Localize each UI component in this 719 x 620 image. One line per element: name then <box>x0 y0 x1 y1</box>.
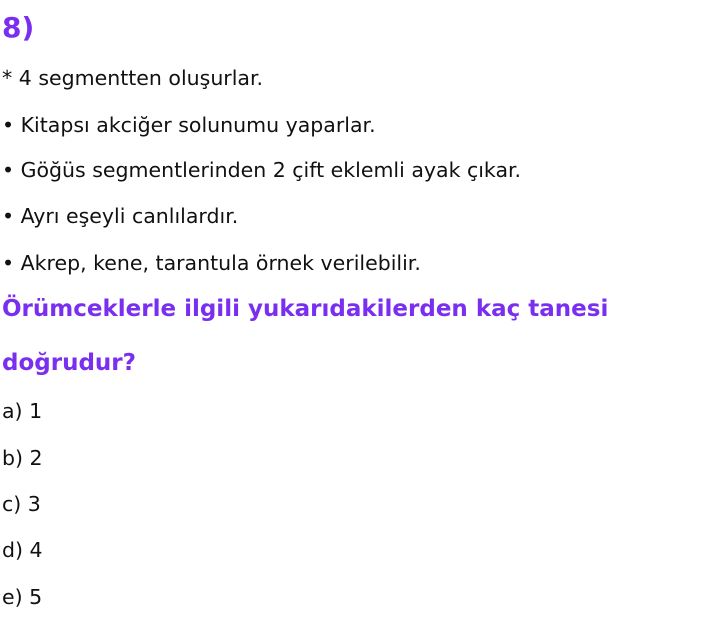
option-e[interactable]: e) 5 <box>2 585 43 609</box>
option-a[interactable]: a) 1 <box>2 399 43 423</box>
option-d[interactable]: d) 4 <box>2 538 43 562</box>
question-text-line-1: Örümceklerle ilgili yukarıdakilerden kaç tanesi <box>2 296 609 322</box>
statement-4: • Ayrı eşeyli canlılardır. <box>2 204 239 228</box>
statement-1: * 4 segmentten oluşurlar. <box>2 66 264 90</box>
option-b[interactable]: b) 2 <box>2 446 43 470</box>
statement-5: • Akrep, kene, tarantula örnek verilebilir. <box>2 251 421 275</box>
option-c[interactable]: c) 3 <box>2 492 41 516</box>
question-text-line-2: doğrudur? <box>2 350 136 376</box>
statement-2: • Kitapsı akciğer solunumu yaparlar. <box>2 113 376 137</box>
statement-3: • Göğüs segmentlerinden 2 çift eklemli ayak çıkar. <box>2 158 522 182</box>
question-number: 8) <box>2 11 35 44</box>
